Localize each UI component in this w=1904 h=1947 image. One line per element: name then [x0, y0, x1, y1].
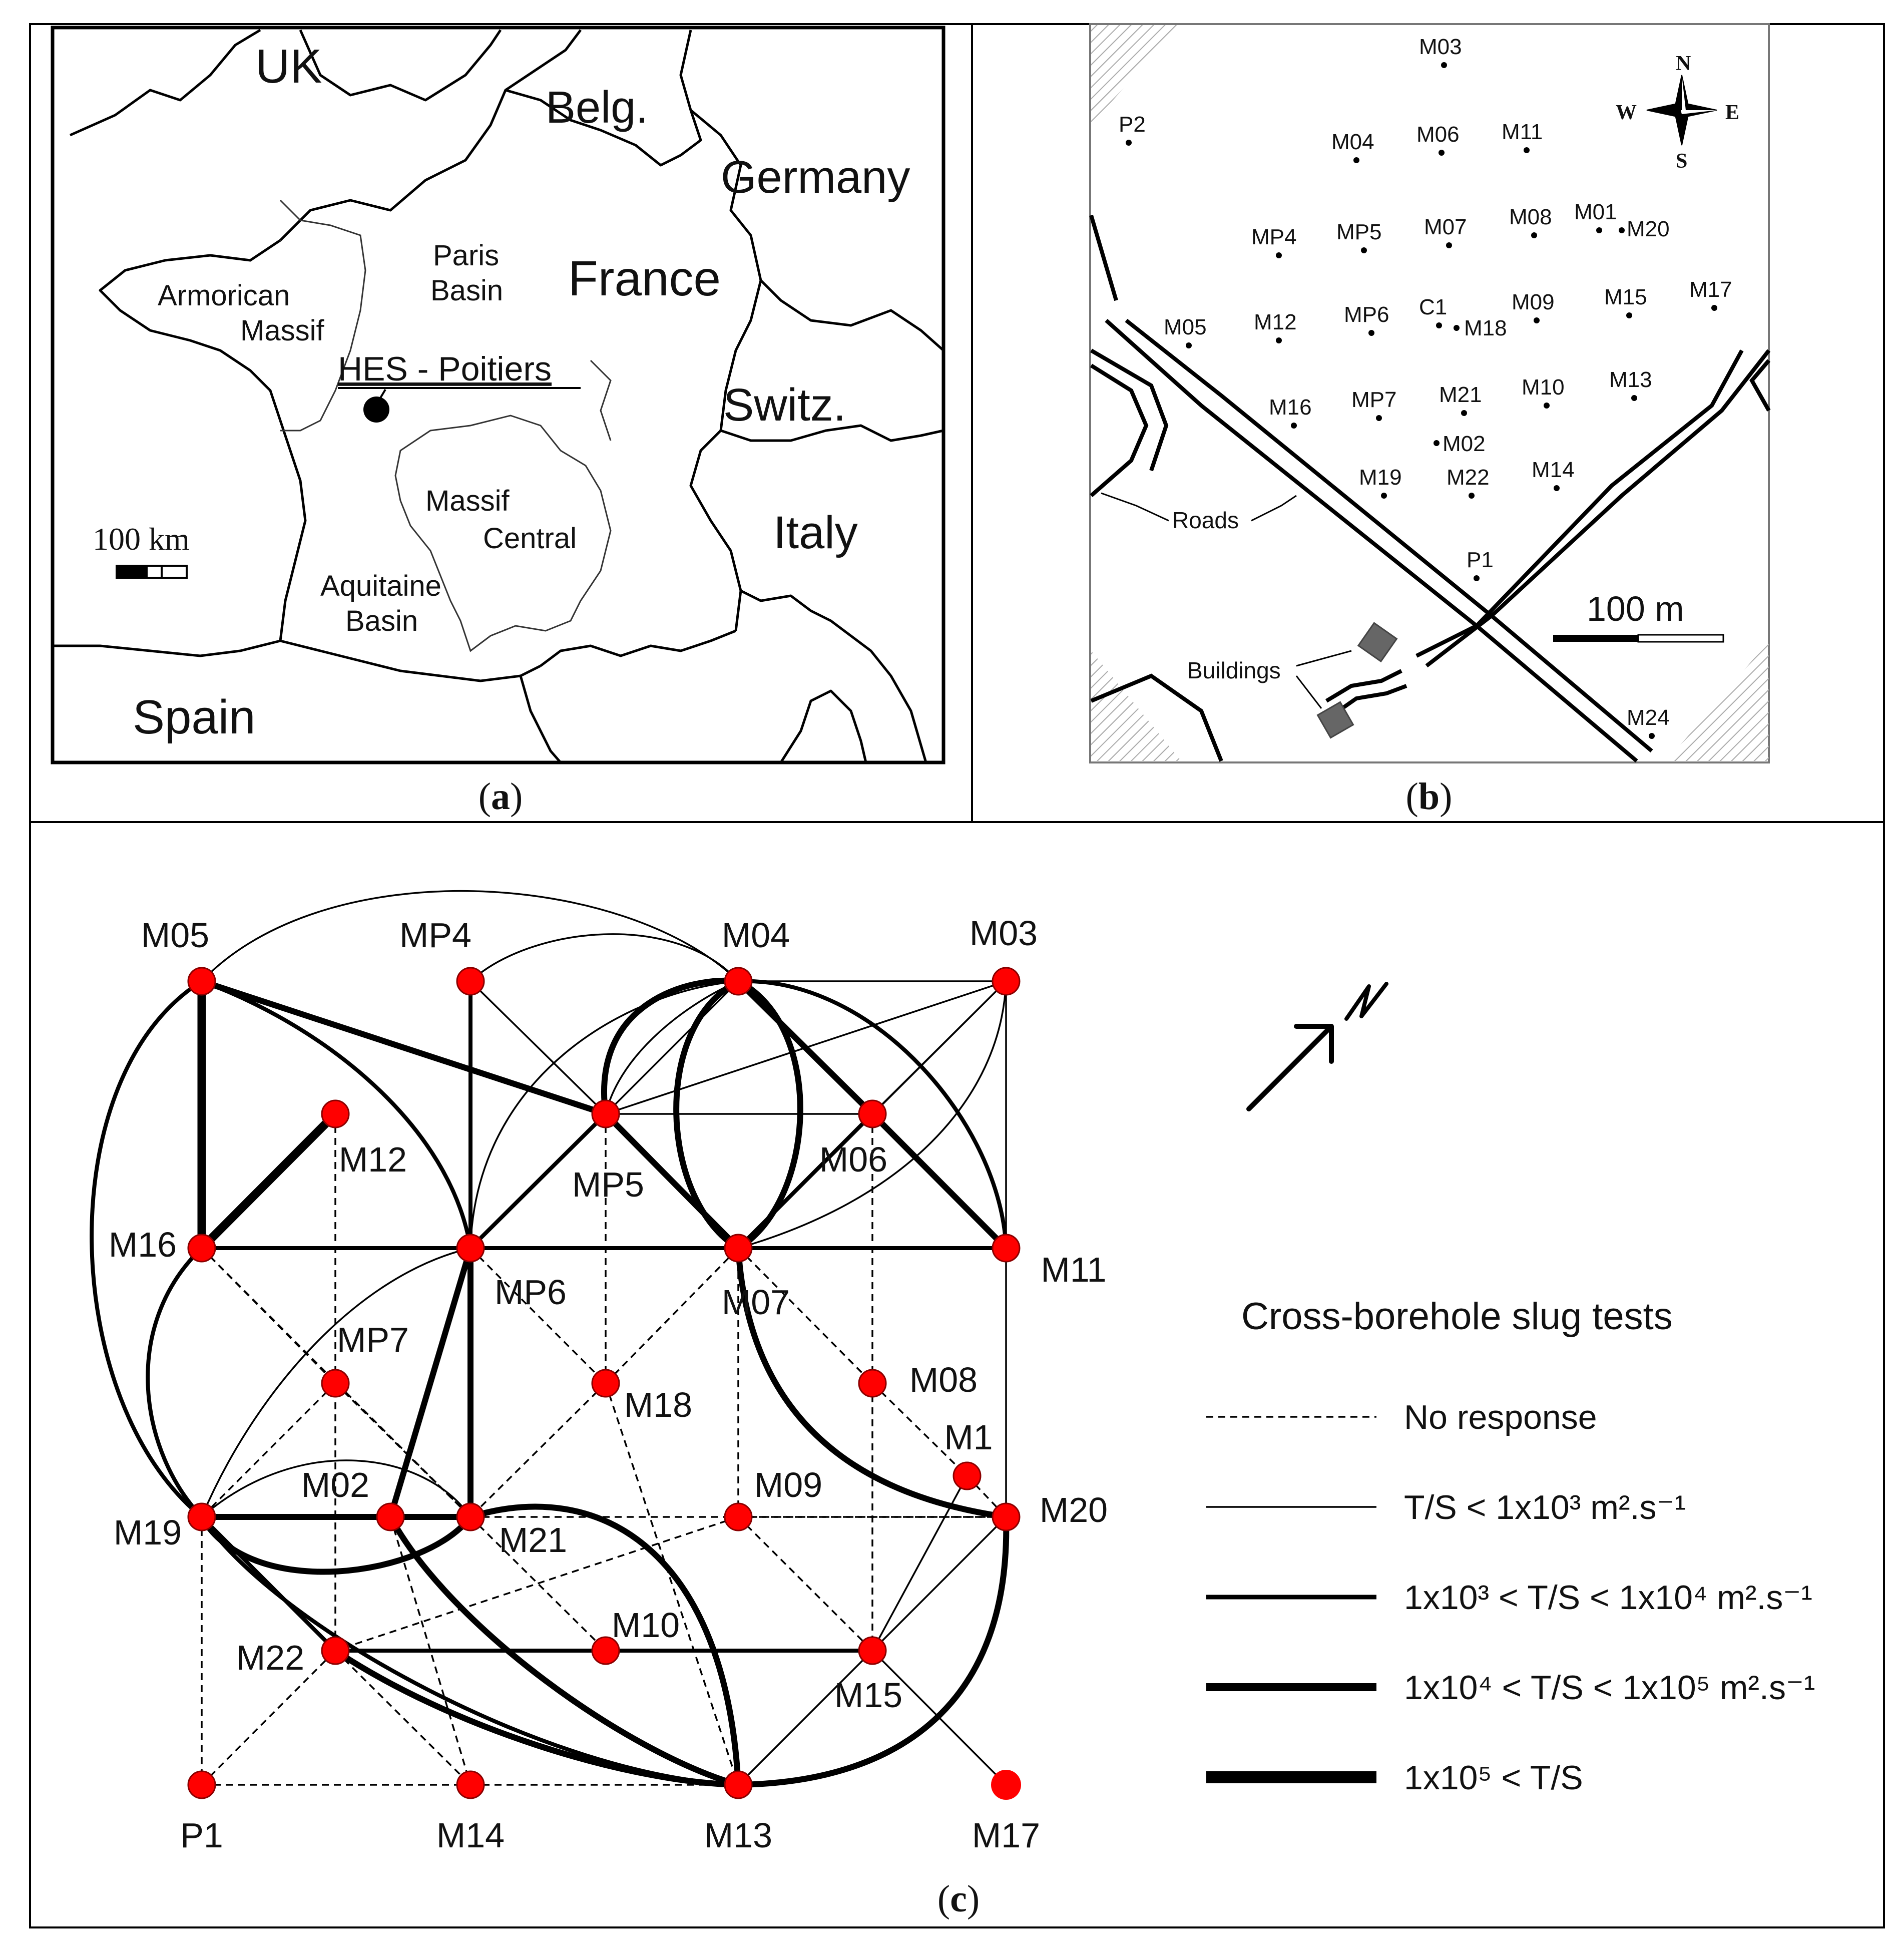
well-dot [1446, 242, 1452, 248]
node-label: MP7 [337, 1320, 409, 1359]
well-label: M21 [1439, 382, 1482, 407]
well-dot [1353, 157, 1359, 163]
node-m05 [141, 916, 215, 995]
site-scale-bar [1553, 635, 1723, 642]
well-label: M17 [1689, 277, 1732, 302]
node-m09 [725, 1465, 822, 1530]
legend-item-none [1206, 1398, 1597, 1436]
node-label: M12 [338, 1140, 407, 1179]
well-label: M12 [1254, 310, 1297, 334]
well-label: P2 [1119, 112, 1146, 137]
well-dot [1631, 395, 1637, 401]
well-label: M14 [1532, 458, 1575, 482]
well-label: M02 [1443, 432, 1486, 456]
well-dot [1711, 305, 1717, 311]
label-armorican-massif: Massif [240, 314, 324, 347]
panel-b-caption: (b) [1405, 775, 1453, 818]
label-paris-basin: Basin [430, 274, 504, 307]
well-label: M18 [1464, 316, 1507, 340]
edge-m18-m07 [606, 1248, 738, 1383]
node-label: M03 [969, 914, 1038, 953]
panel-b [1090, 24, 1769, 818]
map-scale-bar [117, 566, 187, 578]
node-marker [322, 1100, 349, 1127]
site-label: HES - Poitiers [338, 350, 552, 388]
node-label: M15 [834, 1676, 903, 1715]
legend-title: Cross-borehole slug tests [1241, 1295, 1673, 1338]
compass-w: W [1616, 101, 1637, 124]
node-m18 [592, 1370, 692, 1424]
well-label: M03 [1419, 35, 1462, 59]
well-label: M15 [1604, 285, 1647, 309]
well-dot [1474, 575, 1480, 581]
well-label: M05 [1164, 315, 1207, 339]
node-marker [457, 1235, 484, 1262]
well-m20 [1619, 217, 1670, 241]
well-label: M20 [1627, 217, 1670, 241]
node-p1 [180, 1771, 223, 1855]
panel-c-caption: (c) [937, 1878, 980, 1920]
node-label: M07 [721, 1283, 790, 1322]
edge-m18-m21 [470, 1383, 606, 1517]
well-label: MP5 [1336, 220, 1382, 244]
legend-label: No response [1404, 1398, 1597, 1436]
legend-item-c2 [1206, 1579, 1812, 1617]
node-label: M18 [624, 1385, 693, 1424]
label-france: France [568, 251, 721, 306]
node-marker [457, 1771, 484, 1798]
well-dot [1276, 252, 1282, 258]
node-label: M08 [909, 1360, 978, 1399]
node-marker [188, 1235, 215, 1262]
node-marker [188, 968, 215, 995]
compass-n: N [1676, 52, 1691, 75]
node-mp5 [572, 1100, 644, 1204]
node-label: M10 [611, 1606, 680, 1645]
node-marker [993, 968, 1020, 995]
node-label: MP6 [495, 1273, 567, 1312]
well-dot [1531, 232, 1537, 238]
well-label: M10 [1522, 375, 1565, 400]
well-label: M13 [1609, 367, 1652, 392]
legend-label: 1x10⁵ < T/S [1404, 1759, 1583, 1797]
well-dot [1439, 150, 1445, 156]
edge-m04-mp5 [606, 981, 738, 1114]
panel-a [53, 28, 943, 818]
node-marker [993, 1235, 1020, 1262]
well-dot [1291, 423, 1297, 429]
label-paris: Paris [433, 239, 500, 272]
well-dot [1554, 485, 1560, 491]
legend-item-c4 [1206, 1759, 1583, 1797]
edge-m19-m22 [202, 1517, 335, 1651]
well-dot [1461, 410, 1467, 416]
well-dot [1649, 733, 1655, 739]
well-dot [1186, 342, 1192, 348]
node-marker [859, 1637, 886, 1664]
node-label: M17 [972, 1816, 1041, 1855]
node-m06 [819, 1100, 887, 1179]
label-spain: Spain [133, 690, 256, 744]
label-aquitaine: Aquitaine [320, 570, 441, 602]
curve-m16-m19 [148, 1248, 202, 1517]
label-italy: Italy [773, 507, 858, 558]
edge-m04-m06 [738, 981, 872, 1114]
node-label: M20 [1039, 1490, 1108, 1529]
well-dot [1376, 415, 1382, 421]
compass-e: E [1725, 101, 1740, 124]
node-marker [457, 968, 484, 995]
edge-m15-m1 [872, 1476, 967, 1651]
label-armorican: Armorican [158, 279, 290, 312]
node-m17 [972, 1770, 1040, 1855]
well-label: M11 [1502, 120, 1543, 144]
label-central: Central [483, 522, 577, 555]
well-label: MP4 [1251, 225, 1297, 249]
node-marker [954, 1462, 981, 1489]
node-marker [457, 1503, 484, 1530]
node-marker [991, 1770, 1021, 1800]
legend-item-c3 [1206, 1669, 1815, 1707]
legend-label: 1x10⁴ < T/S < 1x10⁵ m².s⁻¹ [1404, 1669, 1815, 1707]
well-label: MP6 [1344, 302, 1389, 327]
node-marker [592, 1370, 619, 1397]
node-m10 [592, 1606, 680, 1664]
well-dot [1436, 322, 1442, 328]
node-m20 [993, 1490, 1108, 1530]
well-dot [1361, 247, 1367, 253]
well-dot [1534, 317, 1540, 323]
node-label: MP4 [399, 916, 471, 955]
well-dot [1524, 147, 1530, 153]
node-label: M06 [819, 1140, 888, 1179]
edge-m05-mp5 [202, 981, 606, 1114]
well-dot [1544, 403, 1550, 409]
node-marker [859, 1370, 886, 1397]
compass-s: S [1676, 150, 1688, 173]
node-m22 [236, 1637, 349, 1677]
node-marker [725, 1235, 752, 1262]
node-m03 [970, 914, 1038, 995]
node-marker [859, 1100, 886, 1127]
well-label: M09 [1512, 290, 1555, 314]
well-label: M07 [1424, 215, 1467, 239]
node-label: M1 [944, 1418, 993, 1457]
node-m19 [114, 1503, 215, 1552]
well-dot [1381, 493, 1387, 499]
node-label: P1 [180, 1816, 223, 1855]
node-marker [322, 1637, 349, 1664]
node-label: M02 [301, 1465, 370, 1504]
node-m11 [993, 1235, 1106, 1289]
label-uk: UK [255, 40, 322, 93]
well-dot [1619, 227, 1625, 233]
panel-a-caption: (a) [478, 775, 523, 818]
node-label: M11 [1041, 1250, 1107, 1289]
node-label: M14 [436, 1816, 505, 1855]
node-marker [322, 1370, 349, 1397]
site-scale-label: 100 m [1587, 589, 1684, 628]
legend-item-c1 [1206, 1488, 1686, 1526]
panel-c [92, 891, 1815, 1920]
well-dot [1368, 330, 1374, 336]
well-dot [1441, 62, 1447, 68]
well-label: MP7 [1351, 387, 1397, 412]
node-marker [592, 1100, 619, 1127]
node-m02 [301, 1465, 404, 1530]
well-label: M01 [1574, 200, 1617, 224]
node-label: M21 [499, 1520, 568, 1560]
well-label: M24 [1627, 705, 1670, 730]
well-dot [1454, 325, 1460, 331]
well-label: M06 [1416, 122, 1460, 147]
map-scale-label: 100 km [93, 521, 190, 557]
node-label: M04 [721, 916, 790, 955]
well-label: P1 [1467, 548, 1494, 572]
edge-mp6-m18 [470, 1248, 606, 1383]
label-massif: Massif [425, 485, 510, 517]
well-label: C1 [1419, 295, 1448, 319]
node-marker [188, 1503, 215, 1530]
node-m08 [859, 1360, 978, 1399]
well-dot [1596, 227, 1602, 233]
edge-m16-m12 [202, 1114, 335, 1248]
label-germany: Germany [721, 152, 910, 203]
well-label: M04 [1331, 130, 1374, 154]
label-aquitaine-basin: Basin [345, 605, 418, 637]
well-dot [1126, 140, 1132, 146]
well-label: M16 [1269, 395, 1312, 420]
node-marker [725, 1503, 752, 1530]
node-marker [725, 1771, 752, 1798]
node-label: M13 [704, 1816, 773, 1855]
well-dot [1626, 312, 1632, 318]
node-label: M22 [236, 1638, 305, 1677]
well-label: M22 [1447, 465, 1490, 490]
edge-m18-m13 [606, 1383, 738, 1785]
node-mp4 [399, 916, 484, 995]
node-label: M05 [141, 916, 210, 955]
well-dot [1469, 493, 1475, 499]
label-belg: Belg. [546, 83, 649, 133]
node-label: MP5 [572, 1165, 644, 1204]
node-marker [377, 1503, 404, 1530]
well-label: M19 [1359, 465, 1402, 490]
node-marker [725, 968, 752, 995]
label-switz: Switz. [723, 379, 846, 431]
buildings-label: Buildings [1187, 657, 1281, 683]
roads-label: Roads [1172, 507, 1239, 533]
north-arrow [1249, 984, 1386, 1109]
well-dot [1434, 440, 1440, 446]
curve-mp4-m04 [470, 934, 738, 981]
node-label: M19 [113, 1513, 182, 1552]
edge-m09-m15 [738, 1517, 872, 1651]
node-label: M09 [754, 1465, 823, 1504]
node-label: M16 [108, 1225, 177, 1264]
node-m14 [436, 1771, 505, 1855]
legend-label: 1x10³ < T/S < 1x10⁴ m².s⁻¹ [1404, 1579, 1812, 1617]
legend-label: T/S < 1x10³ m².s⁻¹ [1404, 1488, 1686, 1526]
well-label: M08 [1509, 205, 1552, 229]
node-m1 [944, 1418, 993, 1489]
well-dot [1276, 337, 1282, 343]
node-marker [993, 1503, 1020, 1530]
legend [1206, 1398, 1815, 1797]
node-m21 [457, 1503, 567, 1560]
site-marker [363, 397, 389, 423]
node-marker [188, 1771, 215, 1798]
